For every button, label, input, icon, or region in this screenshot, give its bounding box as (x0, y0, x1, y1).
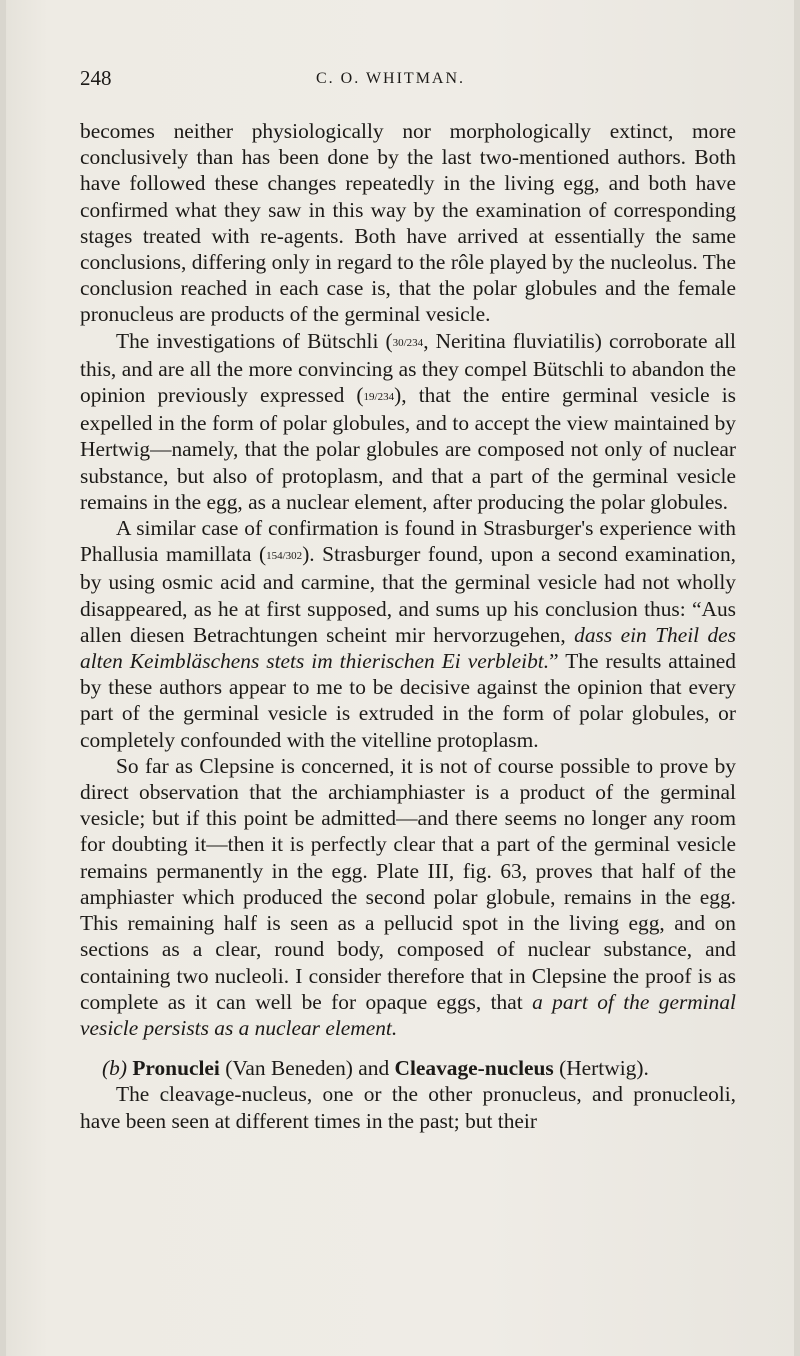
fraction-reference: 154/302 (266, 550, 303, 563)
section-heading (80, 1055, 736, 1081)
paragraph-2-text-b: , Neritina fluviatilis) corroborate all this, and are all the more convincing as they compel Bütschli to abandon the opinion previously expressed ( (80, 328, 736, 408)
paragraph-3-text-b: ). Strasburger found, upon a second examination, by using osmic acid and carmine, that the germinal vesicle had not wholly disappeared, as he at first supposed, and sums up his conclusion thus: “Aus allen diesen Betrachtungen scheint mir hervorzugehen, (80, 542, 736, 647)
paragraph-2-text-a: The investigations of Bütschli ( (116, 328, 393, 353)
page-number: 248 (80, 66, 112, 90)
section-bold-pronuclei: Pronuclei (132, 1056, 220, 1081)
fraction-reference: 19/234 (363, 391, 395, 404)
paragraph-4-italic: a part of the germinal vesicle persists as a nuclear element. (80, 989, 736, 1040)
page-body (80, 118, 736, 1134)
section-end: (Hertwig). (559, 1056, 649, 1081)
paragraph-1: becomes neither physiologically nor morphologically extinct, more conclusively than has been done by the last two-mentioned authors. Both have followed these changes repeatedly in the living egg, and both have confirmed what they saw in this way by the examination of corresponding stages treated with re-agents. Both have arrived at essentially the same conclusions, differing only in regard to the rôle played by the nucleolus. The conclusion reached in each case is, that the polar globules and the female pronucleus are products of the germinal vesicle. (80, 119, 736, 327)
running-title: C. O. WHITMAN. (316, 70, 466, 87)
paragraph-4-text-a: So far as Clepsine is concerned, it is not of course possible to prove by direct observation that the archiamphiaster is a product of the germinal vesicle; but if this point be admitted—and there seems no longer any room for doubting it—then it is perfectly clear that a part of the germinal vesicle remains permanently in the egg. Plate III, fig. 63, proves that half of the amphiaster which produced the second polar globule, remains in the egg. This remaining half is seen as a pellucid spot in the living egg, and on sections as a clear, round body, composed of nuclear substance, and containing two nucleoli. I consider therefore that in Clepsine the proof is as complete as it can well be for opaque eggs, that (80, 753, 736, 1014)
page-header (80, 66, 750, 96)
fraction-reference: 30/234 (392, 336, 424, 349)
page-edge-right (794, 0, 800, 1356)
paragraph-2 (80, 328, 736, 515)
section-label: (b) (102, 1056, 127, 1081)
paragraph-3-italic: dass ein Theil des alten Keimbläschens stets im thierischen Ei verbleibt. (80, 622, 737, 674)
paragraph-3-text-a: A similar case of confirmation is found in Strasburger's experience with Phallusia mamillata ( (80, 516, 736, 567)
paragraph-3-text-c: ” The results attained by these authors appear to me to be decisive against the opinion that every part of the germinal vesicle is extruded in the form of polar globules, or completely confounded with the vitelline protoplasm. (80, 649, 736, 752)
page-edge-left (0, 0, 6, 1356)
paragraph-2-text-c: ), that the entire germinal vesicle is expelled in the form of polar globules, and to accept the view maintained by Hertwig—namely, that the polar globules are composed not only of nuclear substance, but also of protoplasm, and that a part of the germinal vesicle remains in the egg, as a nuclear element, after producing the polar globules. (80, 383, 736, 514)
section-mid: (Van Beneden) and (225, 1056, 390, 1081)
paragraph-3 (80, 515, 736, 753)
paragraph-5: The cleavage-nucleus, one or the other pronucleus, and pronucleoli, have been seen at different times in the past; but their (80, 1082, 736, 1133)
paragraph-4 (80, 753, 736, 1041)
section-bold-cleavage: Cleavage-nucleus (394, 1056, 554, 1081)
